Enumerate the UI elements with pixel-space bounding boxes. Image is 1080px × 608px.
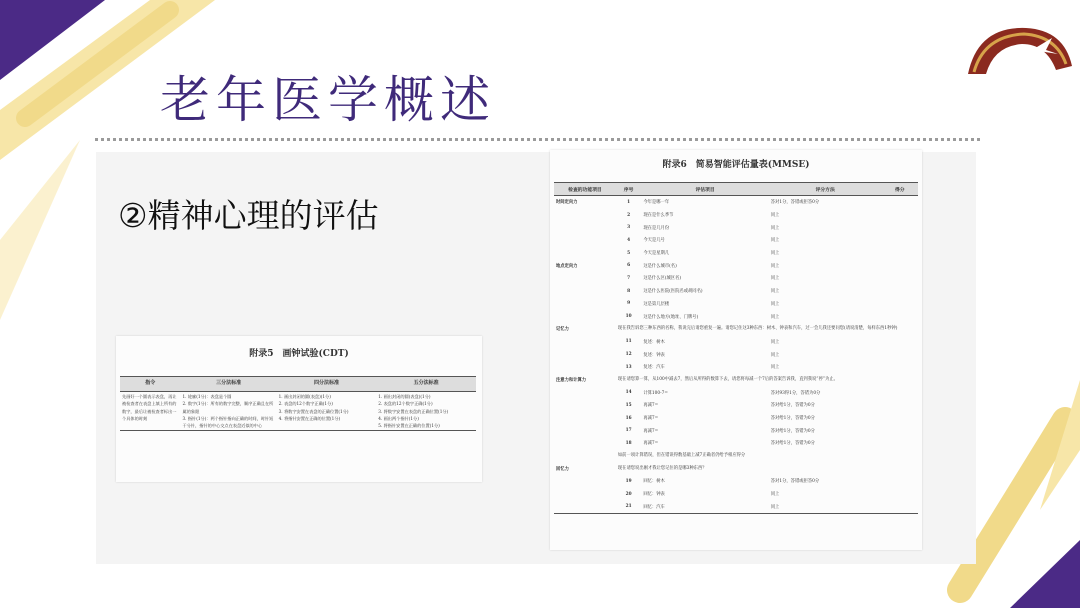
cdt-header: 指令 xyxy=(120,377,181,392)
mmse-cell-method: 同上 xyxy=(770,314,780,320)
mmse-cell-method: 同上 xyxy=(770,339,780,345)
mmse-cell-method: 答对给1分，答错为0分 xyxy=(770,428,815,434)
table-row xyxy=(120,392,476,431)
table-row xyxy=(554,374,918,387)
mmse-cell-domain xyxy=(554,475,616,488)
list-item: 5. 将指针安置在正确的位置(1分) xyxy=(378,423,440,429)
cdt-title: 附录5 画钟试验(CDT) xyxy=(249,349,349,359)
mmse-cell-item: 今天是星期几 xyxy=(643,251,670,257)
table-row xyxy=(554,488,918,501)
mmse-note: 如前一项计算错误，但在错误得数基础上减7正确者仍给予相应得分 xyxy=(617,453,746,459)
mmse-cell-no: 19 xyxy=(625,478,632,484)
mmse-cell-score xyxy=(882,348,918,361)
mmse-cell-domain xyxy=(554,221,616,234)
mmse-cell-item: 计算100-7= xyxy=(643,390,668,396)
list-item: 3. 将数字安置在表盘的正确位置(1分) xyxy=(278,408,349,414)
mmse-cell-item: 今天是几号 xyxy=(643,238,665,244)
list-item: 1. 画出封闭的圆(表盘)(1分) xyxy=(378,394,431,399)
mmse-cell-no: 14 xyxy=(625,390,632,396)
mmse-note: 现在请您算一算，从100中减去7，然后从所得的数算下去，请您将每减一个7后的答案告诉我，直到我说“停”为止。 xyxy=(617,377,838,383)
mmse-cell-domain xyxy=(554,450,616,463)
table-row xyxy=(554,437,918,450)
mmse-cell-item: 再减7= xyxy=(643,403,659,409)
mmse-cell-score xyxy=(882,234,918,247)
mmse-cell-item: 这是什么区(城区名) xyxy=(643,276,682,282)
mmse-cell-no: 5 xyxy=(627,250,631,256)
mmse-cell-item: 今年是哪一年 xyxy=(643,200,670,206)
mmse-body xyxy=(554,196,918,514)
mmse-cell-score xyxy=(882,221,918,234)
table-row xyxy=(554,323,918,336)
mmse-cell-domain xyxy=(554,310,616,323)
mmse-cell-method: 答对1分，答错或拒答0分 xyxy=(770,479,820,485)
mmse-cell-score xyxy=(882,285,918,298)
mmse-cell-item: 现在是几月份 xyxy=(643,225,670,231)
table-row xyxy=(554,298,918,311)
list-item: 1. 画出封闭的圆(表盘)(1分) xyxy=(278,394,331,399)
mmse-page xyxy=(550,150,922,550)
cdt-header-row xyxy=(120,377,476,392)
mmse-cell-domain xyxy=(554,488,616,501)
mmse-cell-score xyxy=(882,310,918,323)
mmse-cell-method: 同上 xyxy=(770,238,780,244)
list-item: 3. 指针(1分)：两个指针指向正确的时间，时针短于分针，指针的中心交点在表盘近似的中心 xyxy=(182,415,274,429)
mmse-cell-score xyxy=(882,298,918,311)
slide-subtitle: ②精神心理的评估 xyxy=(118,196,379,235)
table-row xyxy=(554,501,918,514)
mmse-cell-method: 答对给1分，答错为0分 xyxy=(770,441,815,447)
table-row xyxy=(554,310,918,323)
mmse-header: 得分 xyxy=(882,183,918,196)
mmse-cell-item: 复述：树木 xyxy=(643,339,665,345)
mmse-cell-domain: 注意力和计算力 xyxy=(556,377,587,383)
mmse-cell-method: 同上 xyxy=(770,365,780,371)
mmse-cell-score xyxy=(882,501,918,514)
dotted-divider xyxy=(95,138,980,141)
table-row xyxy=(554,234,918,247)
mmse-cell-item: 回忆：汽车 xyxy=(641,501,768,514)
cdt-header: 四分法标准 xyxy=(277,377,377,392)
mmse-cell-score xyxy=(882,424,918,437)
slide-title: 老年医学概述 xyxy=(160,71,496,129)
mmse-cell-no: 20 xyxy=(625,491,632,497)
mmse-cell-no: 13 xyxy=(625,364,632,370)
mmse-cell-score xyxy=(882,412,918,425)
mmse-cell-method: 同上 xyxy=(770,276,780,282)
table-row xyxy=(554,336,918,349)
mmse-cell-domain xyxy=(554,285,616,298)
mmse-cell-item: 再减7= xyxy=(643,441,659,447)
mmse-note: 现在请您说出刚才我让您记住的是哪3种东西？ xyxy=(617,466,707,472)
mmse-cell-method: 同上 xyxy=(770,213,780,219)
mmse-cell-domain xyxy=(554,348,616,361)
list-item: 2. 数字(1分)：所有的数字完整，顺序正确且在所属的象限 xyxy=(182,401,274,414)
mmse-cell-item: 这是什么地方(地址、门牌号) xyxy=(643,314,699,320)
mmse-cell-item: 这是第几层楼 xyxy=(643,301,670,307)
mmse-cell-no: 10 xyxy=(625,314,632,320)
table-row xyxy=(554,272,918,285)
table-row xyxy=(554,196,918,209)
list-item: 4. 画出两个指针(1分) xyxy=(378,415,419,421)
mmse-cell-no: 21 xyxy=(616,501,641,514)
mmse-header-row xyxy=(554,183,918,196)
mmse-cell-method: 答对给1分，答错为0分 xyxy=(770,416,815,422)
mmse-cell-domain: 时间定向力 xyxy=(556,200,578,206)
cdt-header: 三分法标准 xyxy=(181,377,277,392)
list-item: 4. 将指针安置在正确的位置(1分) xyxy=(278,415,341,421)
mmse-cell-score xyxy=(882,247,918,260)
mmse-cell-item: 再减7= xyxy=(643,416,659,422)
mmse-cell-no: 17 xyxy=(625,428,632,434)
mmse-cell-method: 答对1分，答错或拒答0分 xyxy=(770,200,820,206)
mmse-cell-no: 4 xyxy=(627,237,631,243)
mmse-cell-domain xyxy=(554,412,616,425)
mmse-cell-method: 答对给1分，答错为0分 xyxy=(770,403,815,409)
mmse-cell-item: 这是什么城市(名) xyxy=(643,263,677,269)
mmse-cell-no: 12 xyxy=(625,352,632,358)
mmse-cell-no: 8 xyxy=(627,288,631,294)
table-row xyxy=(554,475,918,488)
mmse-cell-domain xyxy=(554,272,616,285)
mmse-cell-method: 答对93得1分，答错为0分 xyxy=(770,390,821,396)
logo xyxy=(960,20,1080,78)
mmse-cell-domain xyxy=(554,437,616,450)
mmse-cell-method: 同上 xyxy=(770,263,780,269)
table-row xyxy=(554,221,918,234)
mmse-cell-score xyxy=(882,399,918,412)
cdt-page xyxy=(116,336,482,482)
cdt-three-criteria xyxy=(181,392,277,431)
table-row xyxy=(554,386,918,399)
mmse-cell-method: 同上 xyxy=(769,501,882,514)
mmse-cell-score xyxy=(882,209,918,222)
mmse-cell-score xyxy=(882,259,918,272)
table-row xyxy=(554,361,918,374)
mmse-cell-domain xyxy=(554,361,616,374)
table-row xyxy=(554,285,918,298)
table-row xyxy=(554,259,918,272)
mmse-cell-no: 11 xyxy=(625,339,632,345)
mmse-cell-no: 18 xyxy=(625,440,632,446)
list-item: 3. 将数字安置在表盘的正确位置(1分) xyxy=(378,408,449,414)
mmse-cell-method: 同上 xyxy=(770,492,780,498)
table-row xyxy=(554,424,918,437)
mmse-cell-domain xyxy=(554,399,616,412)
mmse-cell-domain xyxy=(554,298,616,311)
cdt-four-criteria xyxy=(277,392,377,431)
mmse-cell-no: 6 xyxy=(627,263,631,269)
cdt-instruction: 先画好一个圆表示表盘，再让被检查者在表盘上填上所有的数字，最后让被检查者标出一个具体的时刻 xyxy=(120,392,181,431)
mmse-title: 附录6 简易智能评估量表(MMSE) xyxy=(662,160,810,170)
table-row xyxy=(554,462,918,475)
table-row xyxy=(554,412,918,425)
mmse-cell-score xyxy=(882,361,918,374)
mmse-cell-item: 回忆：钟表 xyxy=(643,492,665,498)
mmse-note: 现在我告诉您三种东西的名称，我说完后请您重复一遍。请您记住这3种东西：树木、钟表和汽车，过一会儿我还要问您(请说清楚，每样东西1秒钟) xyxy=(617,326,898,332)
list-item: 2. 表盘的12个数字正确(1分) xyxy=(378,401,433,407)
mmse-cell-item: 现在是什么季节 xyxy=(643,213,674,219)
table-row xyxy=(554,348,918,361)
mmse-cell-domain: 记忆力 xyxy=(556,327,569,333)
mmse-cell-method: 同上 xyxy=(770,251,780,257)
cdt-table xyxy=(120,376,476,431)
mmse-cell-domain xyxy=(554,386,616,399)
mmse-cell-score xyxy=(882,386,918,399)
mmse-cell-no: 1 xyxy=(627,199,631,205)
mmse-cell-domain xyxy=(554,209,616,222)
mmse-cell-domain xyxy=(554,234,616,247)
mmse-cell-item: 这是什么医院(医院名或胡同名) xyxy=(643,289,703,295)
mmse-cell-no: 3 xyxy=(627,225,631,231)
mmse-cell-score xyxy=(882,488,918,501)
mmse-cell-item: 再减7= xyxy=(643,428,659,434)
mmse-cell-item: 回忆：树木 xyxy=(643,479,665,485)
table-row xyxy=(554,209,918,222)
mmse-header: 检查的功能项目 xyxy=(554,183,616,196)
mmse-cell-item: 复述：钟表 xyxy=(643,352,665,358)
mmse-cell-no: 15 xyxy=(625,402,632,408)
mmse-cell-no: 9 xyxy=(627,301,631,307)
mmse-header: 评分方法 xyxy=(769,183,882,196)
mmse-cell-domain xyxy=(554,336,616,349)
mmse-cell-domain xyxy=(554,501,616,514)
mmse-cell-score xyxy=(882,475,918,488)
mmse-header: 评估项目 xyxy=(641,183,768,196)
mmse-cell-score xyxy=(882,336,918,349)
mmse-cell-method: 同上 xyxy=(770,301,780,307)
mmse-cell-method: 同上 xyxy=(770,352,780,358)
list-item: 2. 表盘的12个数字正确(1分) xyxy=(278,401,333,407)
list-item: 1. 轮廓(1分)：表盘是个圆 xyxy=(182,394,232,399)
mmse-cell-domain: 地点定向力 xyxy=(556,263,578,269)
mmse-cell-item: 复述：汽车 xyxy=(643,365,665,371)
mmse-cell-domain xyxy=(554,247,616,260)
mmse-cell-no: 7 xyxy=(627,275,631,281)
table-row xyxy=(554,450,918,463)
mmse-cell-domain xyxy=(554,424,616,437)
mmse-cell-method: 同上 xyxy=(770,225,780,231)
mmse-cell-no: 16 xyxy=(625,415,632,421)
mmse-header: 序号 xyxy=(616,183,641,196)
mmse-cell-score xyxy=(882,437,918,450)
mmse-cell-method: 同上 xyxy=(770,289,780,295)
table-row xyxy=(554,247,918,260)
table-row xyxy=(554,399,918,412)
cdt-header: 五分法标准 xyxy=(376,377,476,392)
mmse-cell-score xyxy=(882,272,918,285)
cdt-five-criteria xyxy=(376,392,476,431)
mmse-table xyxy=(554,182,918,514)
mmse-cell-score xyxy=(882,196,918,209)
mmse-cell-domain: 回忆力 xyxy=(556,466,569,472)
mmse-cell-no: 2 xyxy=(627,212,631,218)
